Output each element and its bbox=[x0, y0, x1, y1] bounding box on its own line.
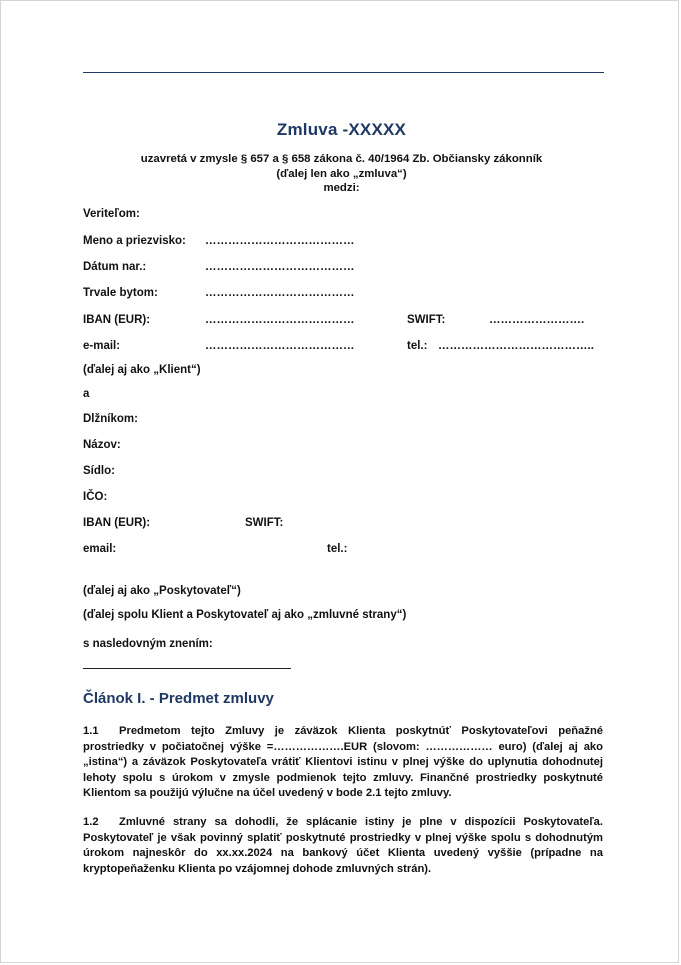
paragraph-1-1-number: 1.1 bbox=[83, 725, 99, 737]
section-rule bbox=[83, 668, 291, 669]
creditor-name-value: ………………………………… bbox=[205, 235, 355, 247]
debtor-tel-label: tel.: bbox=[327, 543, 348, 555]
creditor-dob-value: ………………………………… bbox=[205, 261, 355, 273]
connector-and: a bbox=[83, 388, 90, 400]
article-heading: Článok I. - Predmet zmluvy bbox=[83, 690, 274, 707]
intro-line: s nasledovným znením: bbox=[83, 638, 213, 650]
creditor-tel-label: tel.: bbox=[407, 340, 428, 352]
parties-alias: (ďalej spolu Klient a Poskytovateľ aj ako „zmluvné strany“) bbox=[83, 609, 407, 621]
paragraph-1-2-number: 1.2 bbox=[83, 816, 99, 828]
creditor-email-label: e-mail: bbox=[83, 340, 121, 352]
debtor-swift-label: SWIFT: bbox=[245, 517, 284, 529]
creditor-swift-value: ……………………. bbox=[489, 314, 585, 326]
creditor-iban-value: ………………………………… bbox=[205, 314, 355, 326]
contract-title: Zmluva -XXXXX bbox=[276, 120, 407, 139]
between-line: medzi: bbox=[323, 182, 360, 194]
paragraph-1-1 bbox=[83, 724, 603, 802]
creditor-alias: (ďalej aj ako „Klient“) bbox=[83, 364, 201, 376]
creditor-dob-label: Dátum nar.: bbox=[83, 261, 147, 273]
creditor-heading: Veriteľom: bbox=[83, 208, 140, 220]
paragraph-1-2-text: Zmluvné strany sa dohodli, že splácanie istiny je plne v dispozícii Poskytovateľa. Poskytovateľ je však povinný splatiť poskytnuté prostriedky v plnej výške spolu s dohodnutým úrokom najneskôr do xx.xx.2024 na bankový účet Klienta uvedený vyššie (prípadne na kryptopeňaženku Klienta po vzájomnej dohode zmluvných strán). bbox=[83, 816, 603, 875]
legal-basis-line: uzavretá v zmysle § 657 a § 658 zákona č. 40/1964 Zb. Občiansky zákonník bbox=[140, 153, 543, 165]
contract-alias-line: (ďalej len ako „zmluva“) bbox=[276, 168, 407, 180]
creditor-tel-value: ………………………………….. bbox=[438, 340, 594, 352]
debtor-seat-label: Sídlo: bbox=[83, 465, 115, 477]
creditor-name-label: Meno a priezvisko: bbox=[83, 235, 186, 247]
debtor-name-label: Názov: bbox=[83, 439, 121, 451]
creditor-swift-label: SWIFT: bbox=[407, 314, 446, 326]
debtor-email-label: email: bbox=[83, 543, 117, 555]
debtor-iban-label: IBAN (EUR): bbox=[83, 517, 151, 529]
creditor-email-value: ………………………………… bbox=[205, 340, 355, 352]
creditor-address-label: Trvale bytom: bbox=[83, 287, 158, 299]
creditor-address-value: ………………………………… bbox=[205, 287, 355, 299]
debtor-ico-label: IČO: bbox=[83, 491, 108, 503]
debtor-heading: Dlžníkom: bbox=[83, 413, 138, 425]
creditor-iban-label: IBAN (EUR): bbox=[83, 314, 151, 326]
paragraph-1-1-text: Predmetom tejto Zmluvy je záväzok Klienta poskytnúť Poskytovateľovi peňažné prostriedky v počiatočnej výške =……………….EUR (slovom: ……………… euro) (ďalej aj ako „istina“) a záväzok Poskytovateľa vrátiť Klientovi istinu v plnej výške do uplynutia dohodnutej lehoty spolu s úrokom v zmysle podmienok tejto zmluvy. Finančné prostriedky poskytnuté Klientom sa použijú výlučne na účel uvedený v bode 2.1 tejto zmluvy. bbox=[83, 725, 603, 800]
header-rule bbox=[83, 72, 604, 73]
debtor-alias: (ďalej aj ako „Poskytovateľ“) bbox=[83, 585, 241, 597]
paragraph-1-2 bbox=[83, 815, 603, 877]
